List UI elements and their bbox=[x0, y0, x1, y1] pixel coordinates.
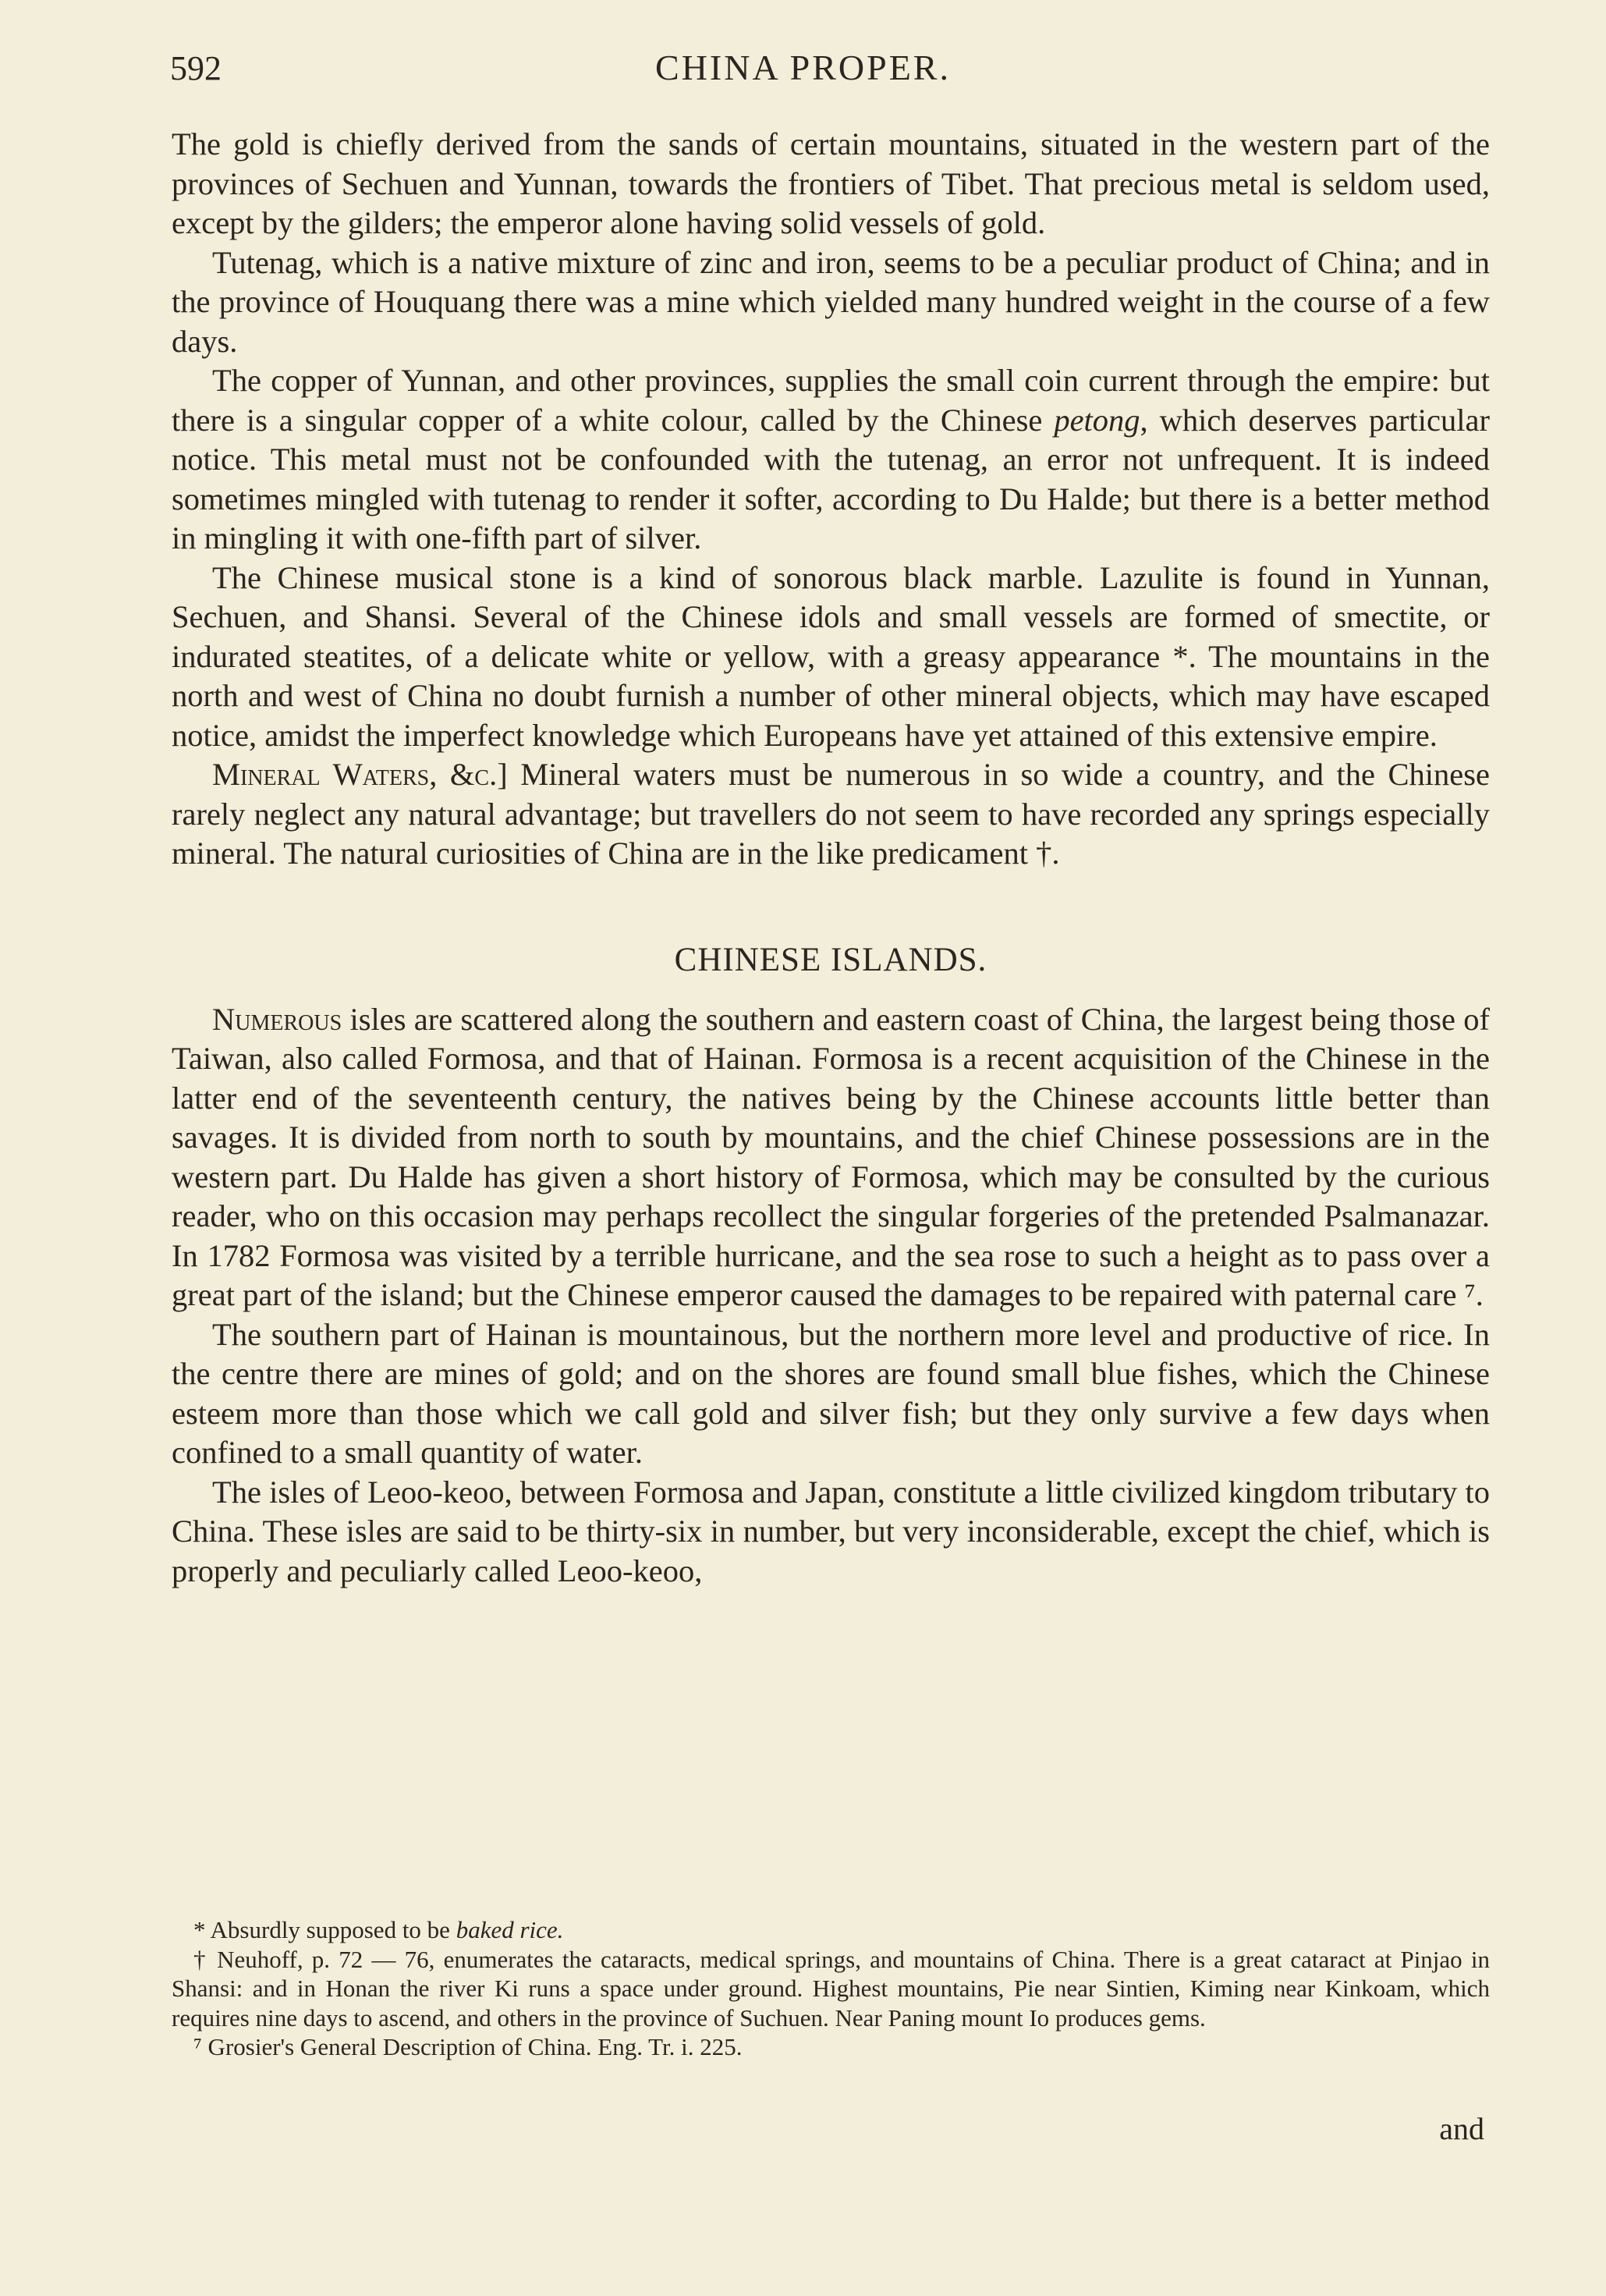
term-petong: petong bbox=[1054, 402, 1140, 438]
footnote-dagger: † Neuhoff, p. 72 — 76, enumerates the cataracts, medical springs, and mountains of China. There is a great cataract at Pinjao in Shansi: and in Honan the river Ki runs a space under ground. Highest mountains, Pie near Sintien, Kiming near Kinkoam, which requires nine days to ascend, and others in the province of Suchuen. Near Paning mount Io produces gems. bbox=[172, 1945, 1490, 2032]
footnote-7: ⁷ Grosier's General Description of China. Eng. Tr. i. 225. bbox=[193, 2033, 743, 2060]
footnote-1-text: * Absurdly supposed to be bbox=[193, 1916, 456, 1943]
islands-text: isles are scattered along the southern and eastern coast of China, the largest being those of Taiwan, also called Formosa, and that of Hainan. Formosa is a recent acquisition of the Chinese in the latter end of the seventeenth century, the natives being by the Chinese accounts little better than savages. It is divided from north to south by mountains, and the chief Chinese possessions are in the western part. Du Halde has given a short history of Formosa, which may be consulted by the curious reader, who on this occasion may perhaps recollect the singular forgeries of the pretended Psalmanazar. In 1782 Formosa was visited by a terrible hurricane, and the sea rose to such a height as to pass over a great part of the island; but the Chinese emperor caused the damages to be repaired with paternal care ⁷. bbox=[172, 1001, 1490, 1312]
copper-text-a: The copper of Yunnan, and other provinces, supplies the small coin current through the empire: but there is a singular copper of a white colour, called by the Chinese bbox=[172, 363, 1490, 438]
side-head-mineral-waters: Mineral Waters, &c.] bbox=[212, 757, 508, 792]
footnotes bbox=[172, 1915, 1490, 2062]
page-number: 592 bbox=[170, 49, 222, 87]
paragraph-gold: The gold is chiefly derived from the sands of certain mountains, situated in the western part of the provinces of Sechuen and Yunnan, towards the frontiers of Tibet. That precious metal is seldom used, except by the gilders; the emperor alone having solid vessels of gold. bbox=[172, 126, 1490, 240]
footnote-1-italic: baked rice. bbox=[456, 1916, 564, 1943]
main-text bbox=[172, 125, 1490, 1591]
paragraph-islands bbox=[172, 1000, 1490, 1315]
paragraph-mineral-waters bbox=[172, 755, 1490, 874]
catchword: and bbox=[1439, 2111, 1484, 2146]
footnote-asterisk bbox=[172, 1915, 1490, 1945]
paragraph-tutenag: Tutenag, which is a native mixture of zinc and iron, seems to be a peculiar product of China; and in the province of Houquang there was a mine which yielded many hundred weight in the course of a few days. bbox=[172, 244, 1490, 359]
copper-text-b: , which deserves particular notice. This metal must not be confounded with the tutenag, an error not unfrequent. It is indeed sometimes mingled with tutenag to render it softer, according to Du Halde; but there is a better method in mingling it with one-fifth part of silver. bbox=[172, 402, 1490, 555]
section-title: CHINESE ISLANDS. bbox=[674, 941, 987, 978]
paragraph-hainan: The southern part of Hainan is mountainous, but the northern more level and productive of rice. In the centre there are mines of gold; and on the shores are found small blue fishes, which the Chinese esteem more than those which we call gold and silver fish; but they only survive a few days when confined to a small quantity of water. bbox=[172, 1316, 1490, 1470]
paragraph-musical-stone: The Chinese musical stone is a kind of sonorous black marble. Lazulite is found in Yunnan, Sechuen, and Shansi. Several of the Chinese idols and small vessels are formed of smectite, or indurated steatites, of a delicate white or yellow, with a greasy appearance *. The mountains in the north and west of China no doubt furnish a number of other mineral objects, which may have escaped notice, amidst the imperfect knowledge which Europeans have yet attained of this extensive empire. bbox=[172, 559, 1490, 753]
lead-word: Numerous bbox=[212, 1001, 342, 1037]
mineral-waters-text: Mineral waters must be numerous in so wide a country, and the Chinese rarely neglect any natural advantage; but travellers do not seem to have recorded any springs especially mineral. The natural curiosities of China are in the like predicament †. bbox=[172, 757, 1491, 871]
paragraph-copper bbox=[172, 361, 1490, 559]
paragraph-leoo-keoo: The isles of Leoo-keoo, between Formosa and Japan, constitute a little civilized kingdom tributary to China. These isles are said to be thirty-six in number, but very inconsiderable, except the chief, which is properly and peculiarly called Leoo-keoo, bbox=[172, 1474, 1490, 1588]
running-head: CHINA PROPER. bbox=[655, 48, 951, 87]
